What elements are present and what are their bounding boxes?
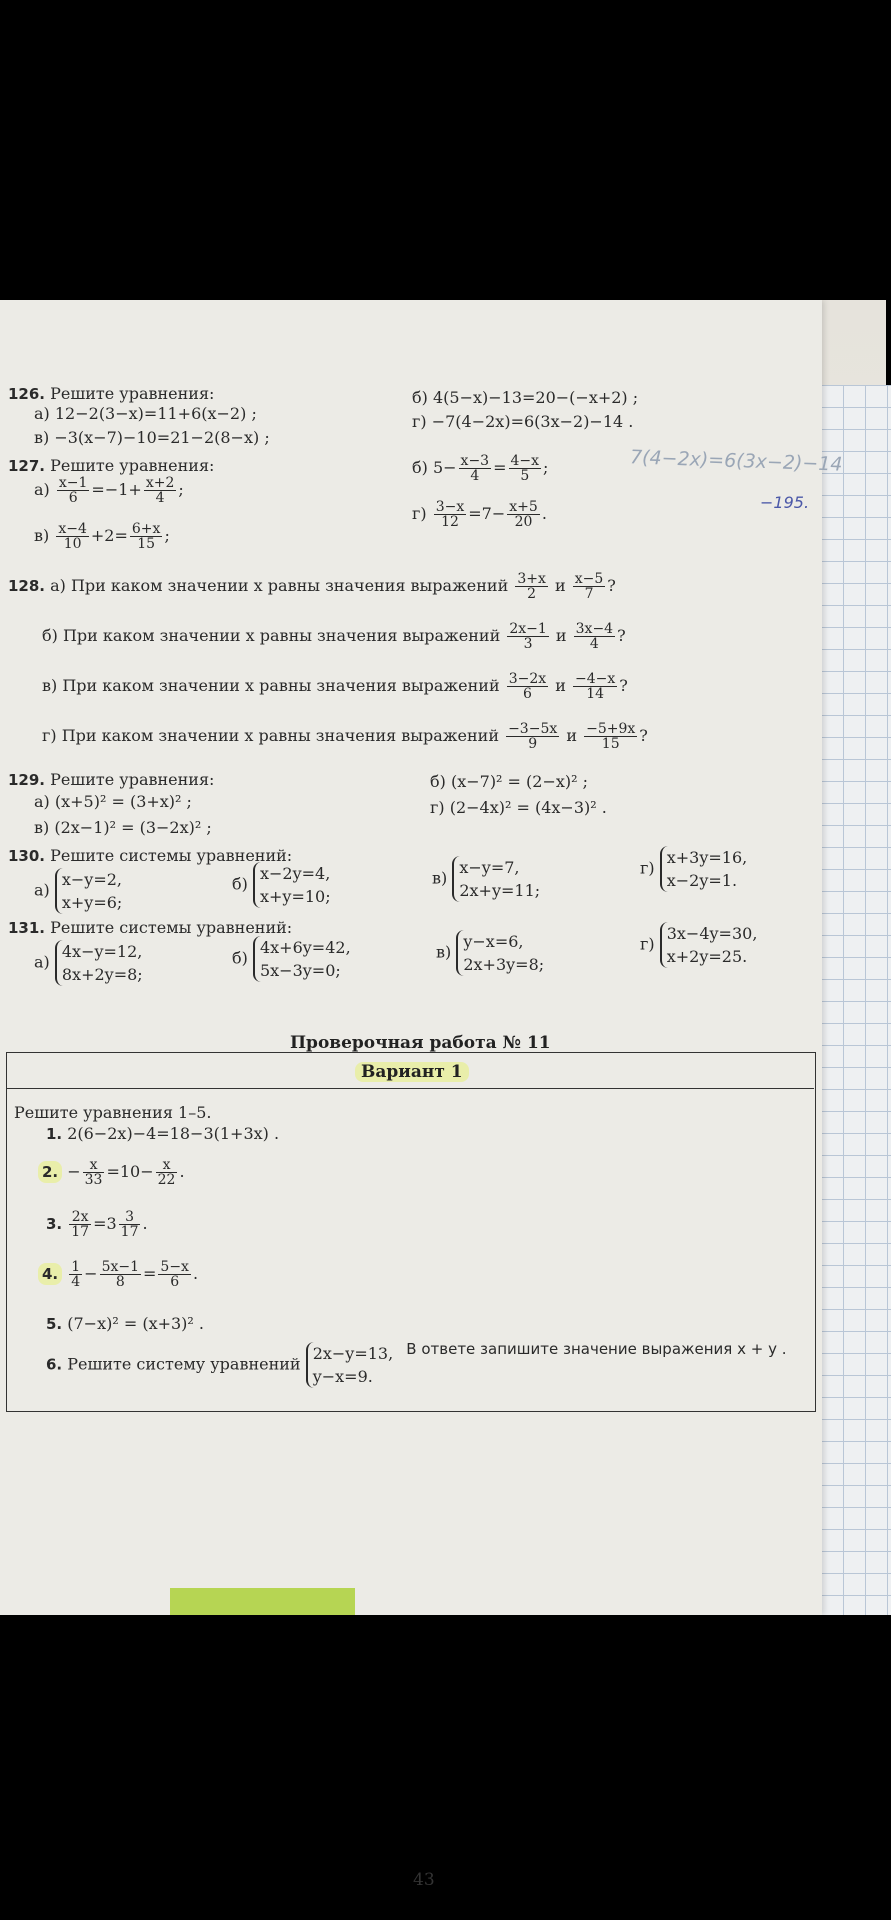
problem-131-heading: 131. Решите системы уравнений:	[8, 918, 293, 937]
problem-131-a: а) 4x−y=12, 8x+2y=8;	[34, 940, 143, 986]
problem-127-v: в) $\frac{x-4}{10}$ +2= $\frac{6+x}{15}$ ;	[34, 521, 170, 552]
problem-128-g: г) При каком значении x равны значения выражений $\frac{-3-5x}{9}$ и $\frac{-5+9x}{15}$ ?	[42, 721, 648, 752]
problem-126-a: а) 12−2(3−x)=11+6(x−2) ;	[34, 404, 257, 423]
pencil-note: 7(4−2x)=6(3x−2)−14	[629, 446, 843, 476]
problem-129-a: а) (x+5)² = (3+x)² ;	[34, 792, 192, 811]
test-item-3: 3. $\frac{2x}{17}$ =3 $\frac{3}{17}$ .	[46, 1209, 148, 1240]
problem-126-v: в) −3(x−7)−10=21−2(8−x) ;	[34, 428, 270, 447]
variant-title: Вариант 1	[355, 1062, 469, 1082]
problem-127-a: а) $\frac{x-1}{6}$ =−1+ $\frac{x+2}{4}$ ;	[34, 475, 184, 506]
problem-130-b: б) x−2y=4, x+y=10;	[232, 862, 331, 908]
test-item-1: 1. 2(6−2x)−4=18−3(1+3x) .	[46, 1124, 280, 1143]
problem-128-a: 128. а) При каком значении x равны значения выражений $\frac{3+x}{2}$ и $\frac{x-5}{7}$ ?	[8, 571, 616, 602]
test-item-4: 4. $\frac{1}{4}$ − $\frac{5x-1}{8}$ = $\frac{5-x}{6}$ .	[38, 1260, 198, 1289]
test-intro: Решите уравнения 1–5.	[14, 1103, 212, 1122]
test-item-6: 6. Решите систему уравнений 2x−y=13, y−x=9. В ответе запишите значение выражения x + y .	[46, 1342, 787, 1388]
problem-128-v: в) При каком значении x равны значения выражений $\frac{3-2x}{6}$ и $\frac{-4-x}{14}$ ?	[42, 671, 628, 702]
problem-128-b: б) При каком значении x равны значения выражений $\frac{2x-1}{3}$ и $\frac{3x-4}{4}$ ?	[42, 621, 626, 652]
problem-129-heading: 129. Решите уравнения:	[8, 770, 215, 789]
test-item-5: 5. (7−x)² = (x+3)² .	[46, 1314, 204, 1333]
problem-126-heading: 126. Решите уравнения:	[8, 384, 215, 403]
problem-127-g: г) $\frac{3-x}{12}$ =7− $\frac{x+5}{20}$ .	[412, 499, 547, 530]
test-title: Проверочная работа № 11	[290, 1033, 551, 1053]
ink-note: −195.	[760, 493, 810, 512]
photo-background	[0, 300, 886, 1890]
problem-129-b: б) (x−7)² = (2−x)² ;	[430, 772, 589, 791]
problem-130-heading: 130. Решите системы уравнений:	[8, 846, 293, 865]
problem-126-g: г) −7(4−2x)=6(3x−2)−14 .	[412, 412, 634, 431]
test-item-2: 2. − $\frac{x}{33}$ =10− $\frac{x}{22}$ .	[38, 1158, 185, 1187]
problem-130-a: а) x−y=2, x+y=6;	[34, 868, 122, 914]
grid-notebook-paper	[820, 385, 891, 1615]
problem-131-g: г) 3x−4y=30, x+2y=25.	[640, 922, 757, 968]
problem-131-v: в) y−x=6, 2x+3y=8;	[436, 930, 544, 976]
problem-130-g: г) x+3y=16, x−2y=1.	[640, 846, 747, 892]
problem-129-v: в) (2x−1)² = (3−2x)² ;	[34, 818, 212, 837]
problem-130-v: в) x−y=7, 2x+y=11;	[432, 856, 540, 902]
problem-131-b: б) 4x+6y=42, 5x−3y=0;	[232, 936, 351, 982]
green-bookmark	[170, 1588, 355, 1615]
problem-127-heading: 127. Решите уравнения:	[8, 456, 215, 475]
problem-129-g: г) (2−4x)² = (4x−3)² .	[430, 798, 607, 817]
textbook-page	[0, 300, 843, 1890]
page-number: 43	[413, 1870, 435, 1890]
problem-126-b: б) 4(5−x)−13=20−(−x+2) ;	[412, 388, 639, 407]
problem-127-b: б) 5− $\frac{x-3}{4}$ = $\frac{4-x}{5}$ ;	[412, 453, 549, 484]
